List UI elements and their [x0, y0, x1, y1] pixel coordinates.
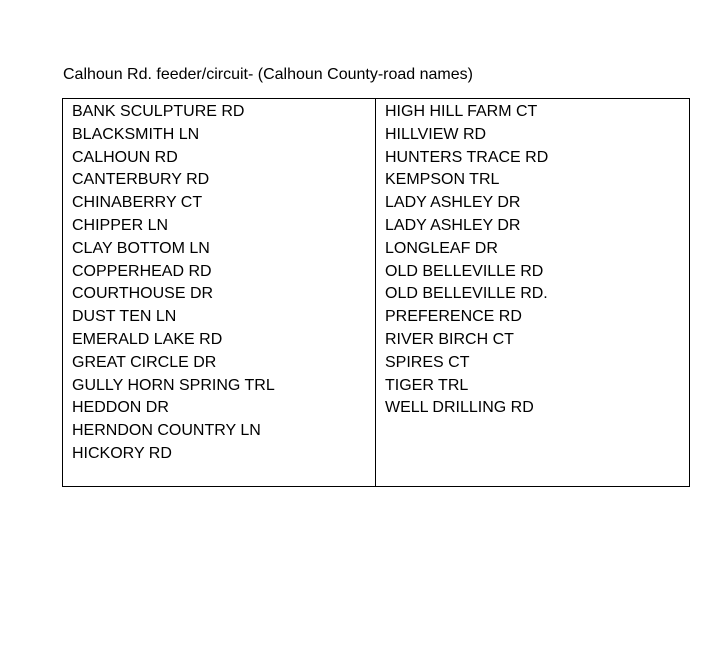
- road-name-item: OLD BELLEVILLE RD.: [385, 285, 548, 303]
- road-names-table: [62, 98, 690, 487]
- right-road-list: [376, 99, 689, 420]
- road-name-item: PREFERENCE RD: [385, 308, 522, 326]
- right-column-cell: [376, 99, 690, 487]
- road-name-item: BLACKSMITH LN: [72, 125, 200, 143]
- document-title: Calhoun Rd. feeder/circuit- (Calhoun County-road names): [63, 66, 473, 83]
- road-name-item: HUNTERS TRACE RD: [385, 148, 549, 166]
- road-name-item: COPPERHEAD RD: [72, 262, 212, 280]
- road-name-item: LADY ASHLEY DR: [385, 194, 521, 212]
- road-name-item: COURTHOUSE DR: [72, 285, 214, 303]
- road-name-item: CALHOUN RD: [72, 148, 178, 166]
- road-name-item: KEMPSON TRL: [385, 171, 500, 189]
- road-name-item: HIGH HILL FARM CT: [385, 103, 538, 120]
- road-name-item: CLAY BOTTOM LN: [72, 239, 210, 257]
- road-name-item: GREAT CIRCLE DR: [72, 353, 217, 371]
- road-name-item: GULLY HORN SPRING TRL: [72, 376, 275, 394]
- table-row: [63, 99, 690, 487]
- road-name-item: HICKORY RD: [72, 444, 172, 462]
- left-road-list: [63, 99, 375, 466]
- left-column-cell: [63, 99, 376, 487]
- road-name-item: LONGLEAF DR: [385, 239, 498, 257]
- road-name-item: HEDDON DR: [72, 399, 169, 417]
- road-name-item: SPIRES CT: [385, 353, 470, 371]
- road-name-item: DUST TEN LN: [72, 308, 177, 326]
- road-name-item: OLD BELLEVILLE RD: [385, 262, 544, 280]
- road-name-item: TIGER TRL: [385, 376, 469, 394]
- road-name-item: RIVER BIRCH CT: [385, 330, 514, 348]
- road-name-item: WELL DRILLING RD: [385, 399, 534, 417]
- road-name-item: EMERALD LAKE RD: [72, 330, 223, 348]
- road-name-item: HERNDON COUNTRY LN: [72, 422, 261, 440]
- road-name-item: LADY ASHLEY DR: [385, 216, 521, 234]
- road-name-item: BANK SCULPTURE RD: [72, 103, 245, 120]
- road-name-item: HILLVIEW RD: [385, 125, 487, 143]
- road-name-item: CANTERBURY RD: [72, 171, 210, 189]
- road-name-item: CHINABERRY CT: [72, 194, 203, 212]
- road-name-item: CHIPPER LN: [72, 216, 169, 234]
